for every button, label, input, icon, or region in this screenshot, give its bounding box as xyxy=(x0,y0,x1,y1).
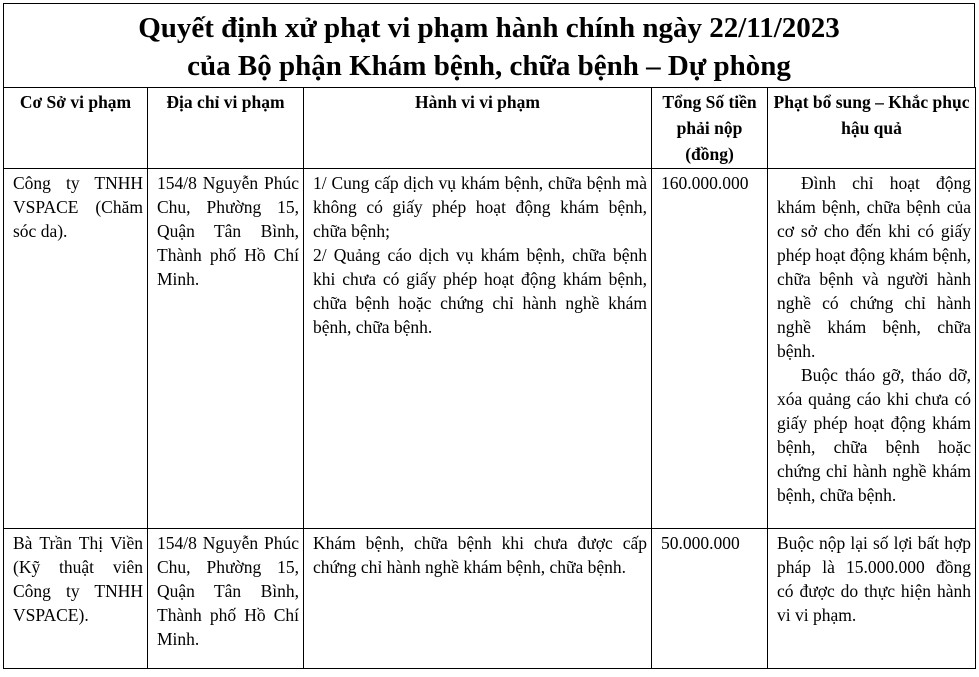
cell-amount: 160.000.000 xyxy=(652,169,768,529)
header-penalty: Phạt bổ sung – Khắc phục hậu quả xyxy=(768,88,976,169)
cell-address: 154/8 Nguyễn Phúc Chu, Phường 15, Quận Tân Bình, Thành phố Hồ Chí Minh. xyxy=(148,529,304,669)
penalty-item: Buộc nộp lại số lợi bất hợp pháp là 15.000.000 đồng có được do thực hiện hành vi vi phạm. xyxy=(777,533,971,625)
violation-item: 2/ Quảng cáo dịch vụ khám bệnh, chữa bệnh khi chưa có giấy phép hoạt động khám bệnh, chữa bệnh hoặc chứng chỉ hành nghề khám bệnh, chữa bệnh. xyxy=(313,245,647,337)
cell-penalty xyxy=(768,169,976,529)
header-violation: Hành vi vi phạm xyxy=(304,88,652,169)
document-title-block xyxy=(3,3,975,87)
penalty-item: Đình chỉ hoạt động khám bệnh, chữa bệnh của cơ sở cho đến khi có giấy phép hoạt động khám bệnh, chữa bệnh và người hành nghề có chứng chỉ hành nghề khám bệnh, chữa bệnh. xyxy=(777,173,971,361)
document-title-line-2: của Bộ phận Khám bệnh, chữa bệnh – Dự phòng xyxy=(187,50,791,82)
header-amount: Tổng Số tiền phải nộp (đồng) xyxy=(652,88,768,169)
cell-violation xyxy=(304,529,652,669)
cell-amount: 50.000.000 xyxy=(652,529,768,669)
header-address: Địa chỉ vi phạm xyxy=(148,88,304,169)
cell-penalty xyxy=(768,529,976,669)
violation-item: Khám bệnh, chữa bệnh khi chưa được cấp chứng chỉ hành nghề khám bệnh, chữa bệnh. xyxy=(313,533,647,577)
table-header-row xyxy=(4,88,976,169)
violation-item: 1/ Cung cấp dịch vụ khám bệnh, chữa bệnh mà không có giấy phép hoạt động khám bệnh, chữa bệnh; xyxy=(313,173,647,241)
header-facility: Cơ Sở vi phạm xyxy=(4,88,148,169)
violations-table xyxy=(3,87,976,669)
document-title-line-1: Quyết định xử phạt vi phạm hành chính ngày 22/11/2023 xyxy=(138,12,840,44)
cell-violation xyxy=(304,169,652,529)
penalty-item: Buộc tháo gỡ, tháo dỡ, xóa quảng cáo khi chưa có giấy phép hoạt động khám bệnh, chữa bệnh hoặc chứng chỉ hành nghề khám bệnh, chữa bệnh. xyxy=(777,365,971,505)
table-row xyxy=(4,169,976,529)
table-row xyxy=(4,529,976,669)
cell-address: 154/8 Nguyễn Phúc Chu, Phường 15, Quận Tân Bình, Thành phố Hồ Chí Minh. xyxy=(148,169,304,529)
cell-facility: Bà Trần Thị Viền (Kỹ thuật viên Công ty TNHH VSPACE). xyxy=(4,529,148,669)
cell-facility: Công ty TNHH VSPACE (Chăm sóc da). xyxy=(4,169,148,529)
